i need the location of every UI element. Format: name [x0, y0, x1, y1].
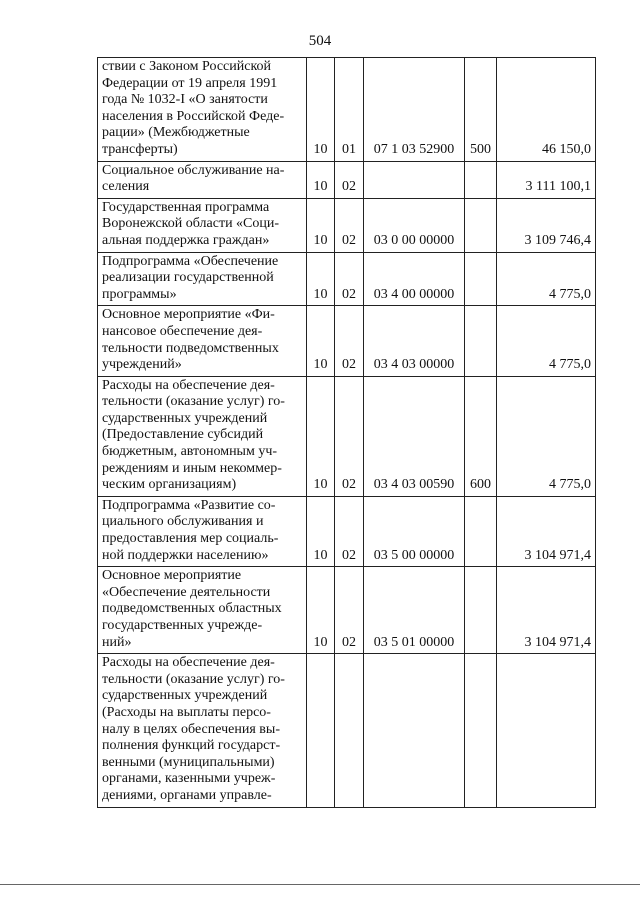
table-row: [98, 252, 596, 306]
cell-name-line: Подпрограмма «Обеспечение: [102, 253, 279, 269]
cell-name-line: дениями, органами управле-: [102, 787, 272, 803]
cell-name-line: Основное мероприятие «Фи-: [102, 307, 275, 323]
cell-name-line: рации» (Межбюджетные: [102, 125, 250, 141]
cell-name-line: Государственная программа: [102, 199, 270, 215]
cell-name-line: населения в Российской Феде-: [102, 108, 285, 124]
cell-target-article: 03 4 03 00590: [364, 376, 465, 496]
cell-name: [98, 376, 307, 496]
cell-name: [98, 252, 307, 306]
cell-name-line: учреждений»: [102, 357, 182, 373]
table-body: [98, 58, 596, 808]
cell-name-line: Подпрограмма «Развитие со-: [102, 497, 276, 513]
cell-subsection: [335, 654, 364, 807]
cell-subsection: 02: [335, 306, 364, 376]
cell-expense-type: [465, 198, 497, 252]
cell-name-line: ний»: [102, 634, 132, 650]
cell-name-line: Расходы на обеспечение дея-: [102, 377, 275, 393]
cell-name-line: реализации государственной: [102, 270, 274, 286]
cell-expense-type: [465, 496, 497, 566]
cell-target-article: 03 4 00 00000: [364, 252, 465, 306]
cell-name-line: подведомственных областных: [102, 601, 282, 617]
page-bottom-rule: [0, 884, 640, 885]
cell-expense-type: [465, 161, 497, 198]
cell-name-line: Федерации от 19 апреля 1991: [102, 75, 278, 91]
cell-name: [98, 306, 307, 376]
cell-expense-type: [465, 654, 497, 807]
table-row: [98, 376, 596, 496]
table-row: [98, 58, 596, 162]
cell-name-line: (Расходы на выплаты персо-: [102, 704, 271, 720]
cell-subsection: 02: [335, 567, 364, 654]
cell-name-line: сударственных учреждений: [102, 688, 268, 704]
budget-table: [97, 57, 596, 808]
cell-name-line: тельности подведомственных: [102, 340, 279, 356]
cell-name-line: Расходы на обеспечение дея-: [102, 655, 275, 671]
cell-amount: 3 111 100,1: [497, 161, 596, 198]
cell-name-line: программы»: [102, 286, 177, 302]
cell-name-line: государственных учрежде-: [102, 618, 263, 633]
cell-expense-type: 500: [465, 58, 497, 162]
cell-amount: [497, 654, 596, 807]
cell-section: 10: [307, 376, 335, 496]
cell-name-line: тельности (оказание услуг) го-: [102, 671, 285, 687]
cell-expense-type: [465, 306, 497, 376]
cell-amount: 4 775,0: [497, 376, 596, 496]
cell-name: [98, 567, 307, 654]
cell-name-line: ствии с Законом Российской: [102, 59, 272, 74]
cell-name-line: венными (муниципальными): [102, 754, 275, 770]
cell-amount: 3 109 746,4: [497, 198, 596, 252]
cell-target-article: 03 4 03 00000: [364, 306, 465, 376]
table-row: [98, 654, 596, 807]
cell-section: [307, 654, 335, 807]
cell-amount: 46 150,0: [497, 58, 596, 162]
table-row: [98, 198, 596, 252]
cell-target-article: 03 5 00 00000: [364, 496, 465, 566]
cell-section: 10: [307, 252, 335, 306]
cell-section: 10: [307, 58, 335, 162]
cell-name-line: Основное мероприятие: [102, 568, 242, 584]
cell-name-line: селения: [102, 179, 150, 195]
cell-amount: 3 104 971,4: [497, 567, 596, 654]
cell-subsection: 02: [335, 496, 364, 566]
cell-expense-type: 600: [465, 376, 497, 496]
cell-amount: 4 775,0: [497, 306, 596, 376]
cell-target-article: 03 0 00 00000: [364, 198, 465, 252]
cell-section: 10: [307, 161, 335, 198]
cell-subsection: 02: [335, 252, 364, 306]
cell-section: 10: [307, 306, 335, 376]
cell-name: [98, 161, 307, 198]
cell-target-article: [364, 654, 465, 807]
cell-subsection: 02: [335, 198, 364, 252]
cell-section: 10: [307, 496, 335, 566]
cell-name-line: альная поддержка граждан»: [102, 232, 270, 248]
cell-name-line: (Предоставление субсидий: [102, 427, 264, 443]
cell-name-line: нансовое обеспечение дея-: [102, 323, 263, 339]
cell-expense-type: [465, 252, 497, 306]
cell-name-line: налу в целях обеспечения вы-: [102, 721, 280, 737]
cell-name-line: Воронежской области «Соци-: [102, 216, 280, 232]
cell-expense-type: [465, 567, 497, 654]
cell-name-line: трансферты): [102, 141, 178, 157]
cell-subsection: 01: [335, 58, 364, 162]
table-row: [98, 567, 596, 654]
cell-target-article: 03 5 01 00000: [364, 567, 465, 654]
cell-name-line: ческим организациям): [102, 477, 237, 493]
cell-name: [98, 198, 307, 252]
cell-name-line: реждениям и иным некоммер-: [102, 460, 282, 476]
cell-amount: 4 775,0: [497, 252, 596, 306]
cell-name-line: бюджетным, автономным уч-: [102, 444, 278, 460]
cell-name-line: Социальное обслуживание на-: [102, 162, 285, 178]
cell-name-line: года № 1032-I «О занятости: [102, 92, 268, 108]
cell-name: [98, 496, 307, 566]
page-number: 504: [308, 33, 332, 49]
cell-name-line: сударственных учреждений: [102, 410, 268, 426]
cell-target-article: 07 1 03 52900: [364, 58, 465, 162]
cell-name-line: предоставления мер социаль-: [102, 531, 279, 547]
cell-section: 10: [307, 198, 335, 252]
cell-name-line: ной поддержки населению»: [102, 547, 269, 563]
cell-name-line: «Обеспечение деятельности: [102, 584, 271, 600]
cell-subsection: 02: [335, 161, 364, 198]
cell-name-line: органами, казенными учреж-: [102, 771, 276, 787]
cell-target-article: [364, 161, 465, 198]
cell-name: [98, 58, 307, 162]
cell-subsection: 02: [335, 376, 364, 496]
cell-name: [98, 654, 307, 807]
cell-name-line: циального обслуживания и: [102, 514, 264, 530]
table-row: [98, 496, 596, 566]
cell-section: 10: [307, 567, 335, 654]
cell-name-line: тельности (оказание услуг) го-: [102, 394, 285, 410]
table-row: [98, 306, 596, 376]
cell-amount: 3 104 971,4: [497, 496, 596, 566]
cell-name-line: полнения функций государст-: [102, 738, 281, 754]
table-row: [98, 161, 596, 198]
